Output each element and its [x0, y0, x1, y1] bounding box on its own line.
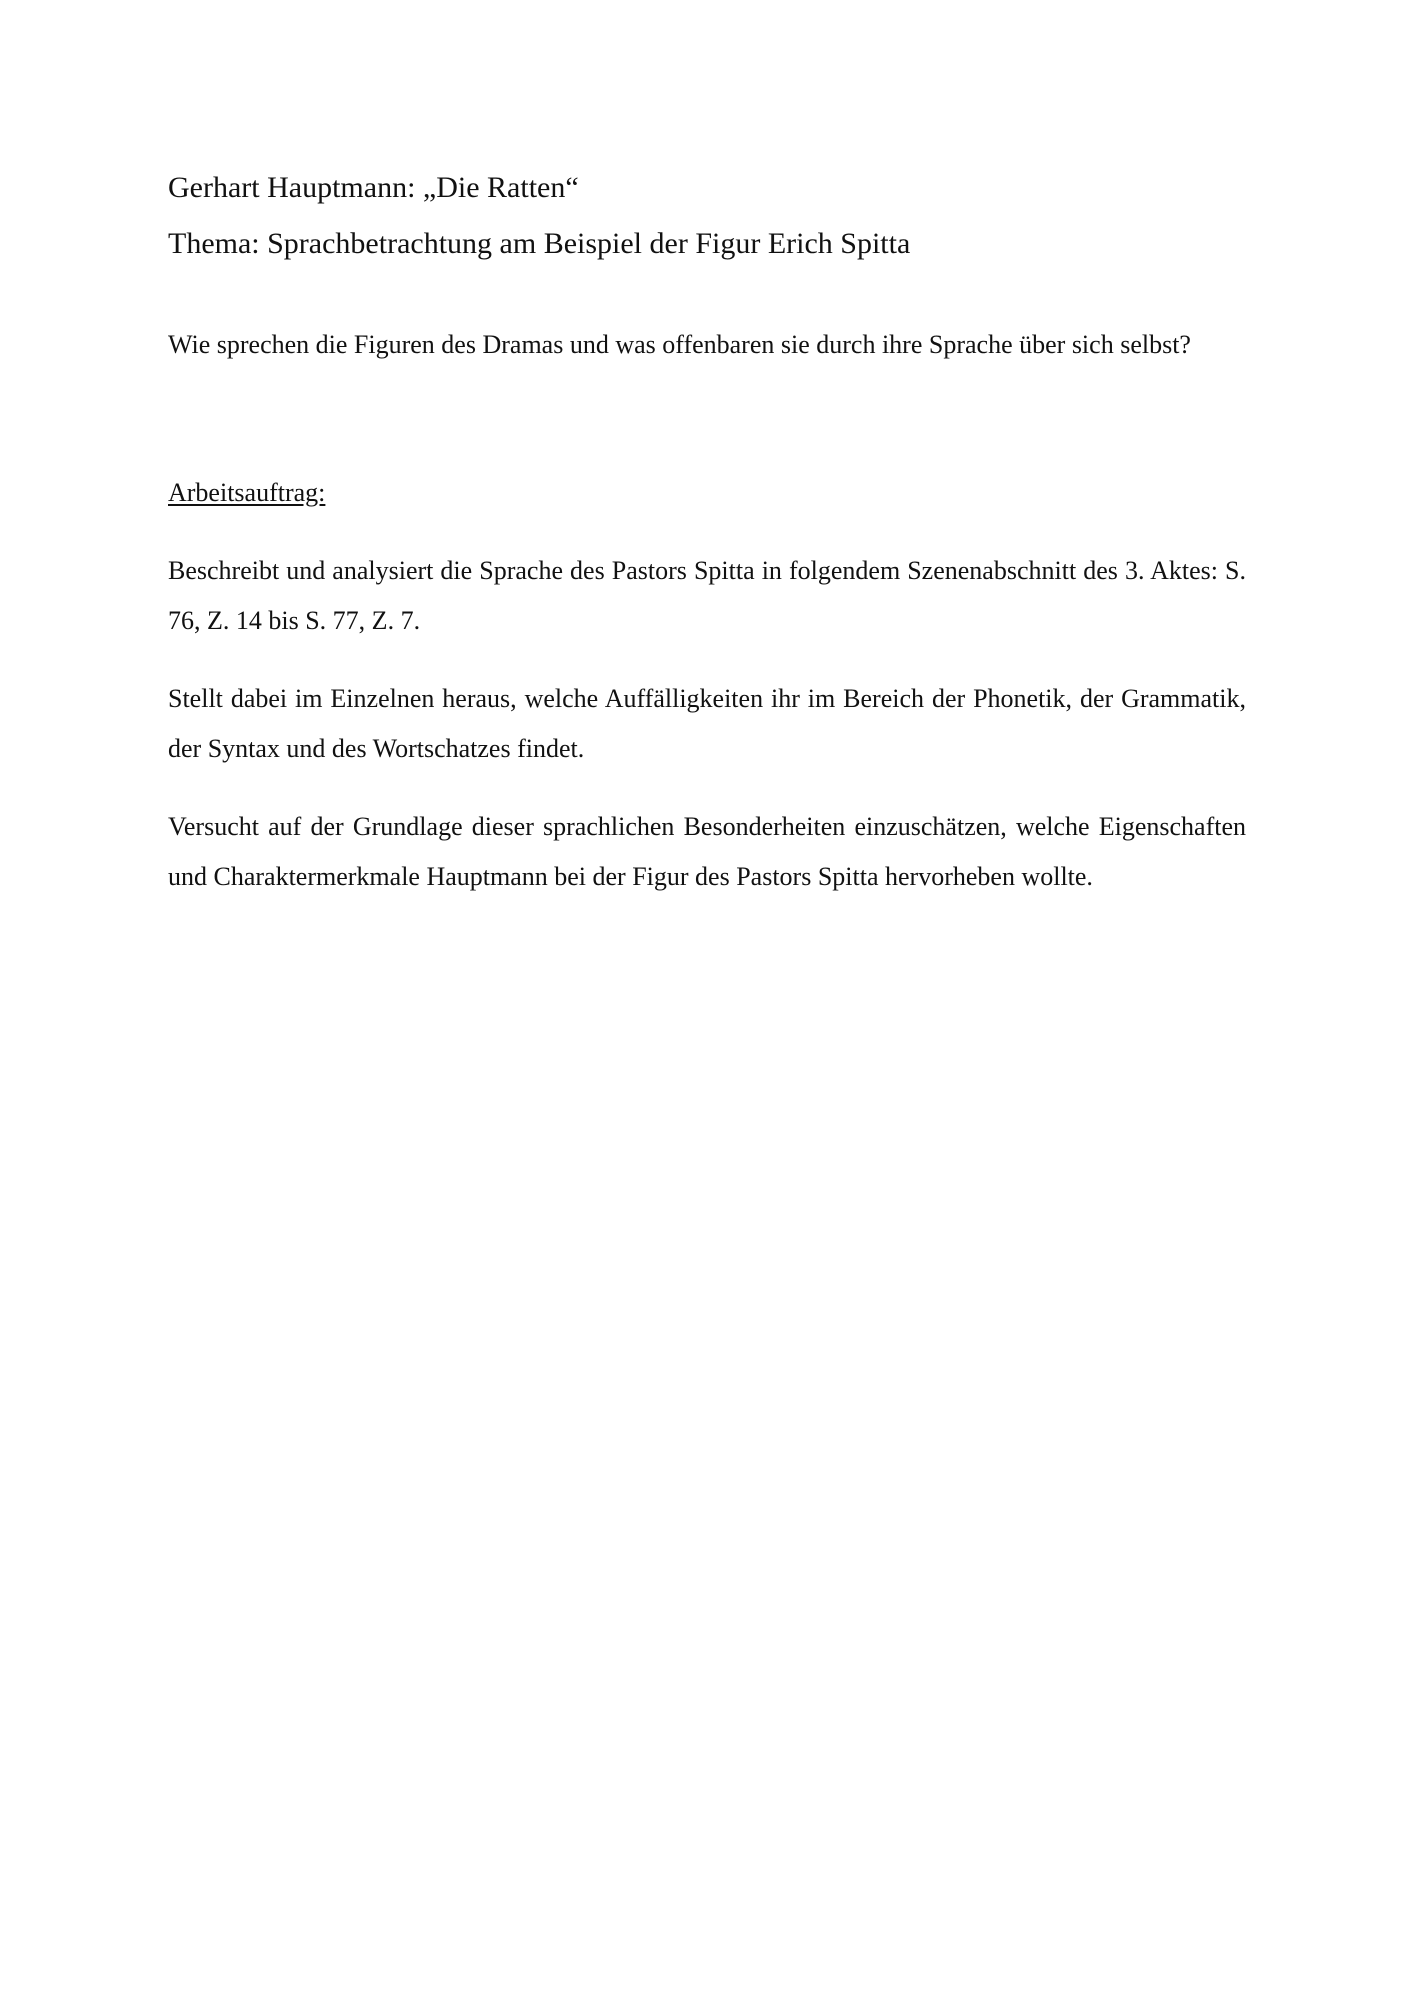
guiding-question: Wie sprechen die Figuren des Dramas und was offenbaren sie durch ihre Sprache über sich selbst?	[168, 330, 1191, 359]
document-page	[168, 160, 1246, 902]
task-paragraph-1: Beschreibt und analysiert die Sprache des Pastors Spitta in folgendem Szenenabschnitt des 3. Aktes: S. 76, Z. 14 bis S. 77, Z. 7.	[168, 556, 1246, 635]
task-heading: Arbeitsauftrag:	[168, 478, 326, 507]
document-title: Gerhart Hauptmann: „Die Ratten“	[168, 171, 579, 204]
document-topic: Thema: Sprachbetrachtung am Beispiel der Figur Erich Spitta	[168, 227, 911, 260]
task-paragraph-2: Stellt dabei im Einzelnen heraus, welche Auffälligkeiten ihr im Bereich der Phonetik, der Grammatik, der Syntax und des Wortschatzes findet.	[168, 684, 1246, 763]
task-paragraph-3: Versucht auf der Grundlage dieser sprachlichen Besonderheiten einzuschätzen, welche Eigenschaften und Charaktermerkmale Hauptmann bei der Figur des Pastors Spitta hervorheben wollte.	[168, 812, 1246, 891]
task-section	[168, 370, 1246, 902]
